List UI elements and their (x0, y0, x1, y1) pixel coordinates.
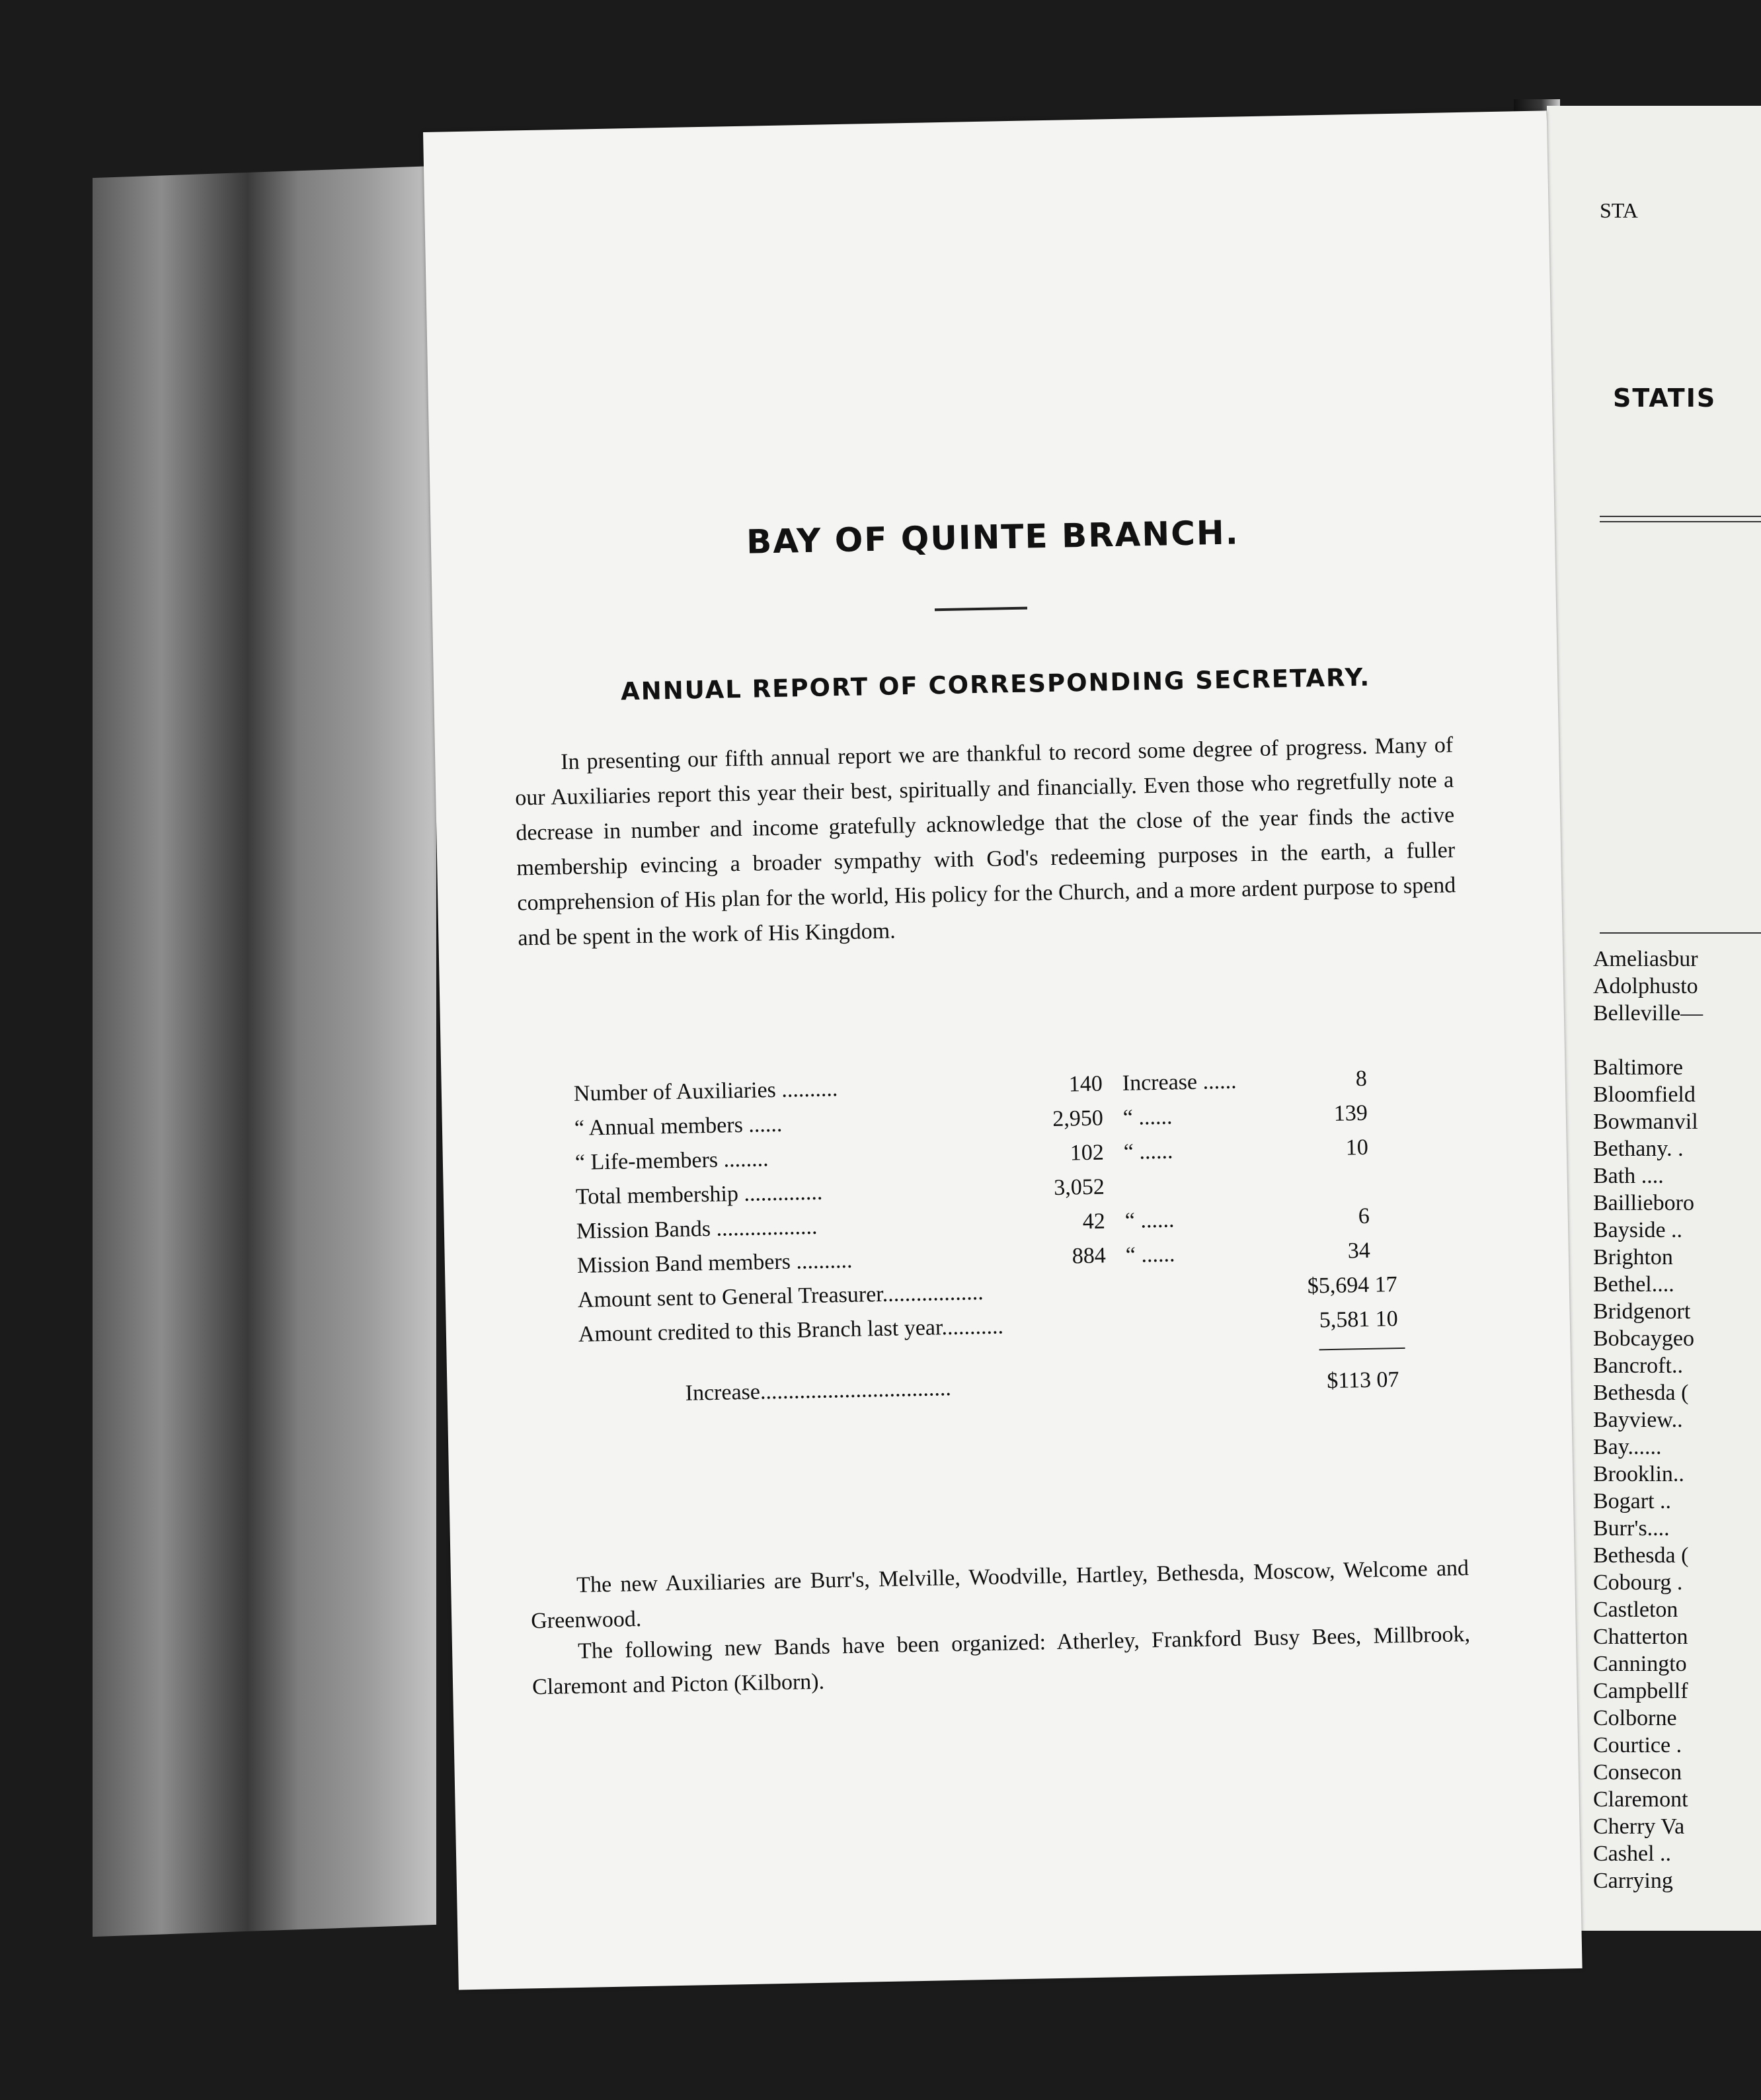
stat-increase-value: 139 (1333, 1100, 1368, 1126)
list-item: Bancroft.. (1593, 1353, 1683, 1378)
list-item: Adolphusto (1593, 974, 1698, 998)
list-item: Colborne (1593, 1706, 1677, 1730)
list-item: Bobcaygeo (1593, 1326, 1694, 1351)
right-page (1547, 106, 1761, 1931)
stat-increase-label: “ ...... (1124, 1207, 1175, 1233)
stat-value: 3,052 (1053, 1174, 1105, 1200)
stat-label: Number of Auxiliaries .......... (573, 1076, 838, 1106)
new-bands-paragraph: The following new Bands have been organized: Atherley, Frankford Busy Bees, Millbrook, Claremont and Picton (Kilborn). (531, 1622, 1471, 1700)
stat-value: 140 (1068, 1071, 1103, 1097)
membership-stats (573, 1066, 1399, 1418)
list-item: Castleton (1593, 1597, 1678, 1622)
list-item: Bloomfield (1593, 1082, 1696, 1107)
list-item: Bridgenort (1593, 1299, 1691, 1324)
list-item: Cobourg . (1593, 1570, 1683, 1595)
amount-label: Amount sent to General Treasurer.................. (577, 1280, 984, 1312)
list-item: Bayside .. (1593, 1218, 1683, 1242)
right-page-heading: STATIS (1613, 384, 1717, 413)
list-item: Bay...... (1593, 1435, 1662, 1459)
stat-value: 884 (1072, 1243, 1107, 1269)
list-item: Campbellf (1593, 1679, 1688, 1703)
stat-increase-label: “ ...... (1125, 1242, 1175, 1268)
stat-increase-label: Increase ...... (1122, 1069, 1237, 1096)
stat-increase-value: 6 (1358, 1203, 1370, 1229)
report-subtitle: ANNUAL REPORT OF CORRESPONDING SECRETARY. (620, 663, 1371, 706)
list-item: Baltimore (1593, 1055, 1683, 1080)
stat-value: 2,950 (1052, 1106, 1104, 1131)
title-rule (935, 607, 1027, 612)
stat-increase-value: 10 (1345, 1135, 1369, 1160)
sum-rule (1319, 1348, 1405, 1350)
stat-value: 102 (1070, 1140, 1105, 1166)
list-item: Baillieboro (1593, 1191, 1694, 1215)
stat-increase-label: “ ...... (1123, 1139, 1173, 1164)
list-item: Brooklin.. (1593, 1462, 1684, 1486)
stat-value: 42 (1082, 1209, 1106, 1234)
stat-increase-value: 8 (1355, 1066, 1368, 1092)
intro-paragraph: In presenting our fifth annual report we are thankful to record some degree of progress. Many of our Auxiliaries report this year their best, spiritually and financially. Even those who regretfully note a decrease in number and income gratefully acknowledge that the close of the year finds the active membership evincing a broader sympathy with God's redeeming purposes in the earth, a fuller comprehension of His plan for the world, His policy for the Church, and a more ardent purpose to spend and be spent in the work of His Kingdom. (515, 733, 1456, 951)
stat-label: Total membership .............. (575, 1180, 823, 1209)
stat-label: “ Annual members ...... (574, 1111, 783, 1141)
list-item: Bethesda ( (1593, 1381, 1689, 1405)
list-item: Claremont (1593, 1787, 1688, 1812)
list-item: Courtice . (1593, 1733, 1682, 1757)
list-item: Bayview.. (1593, 1408, 1683, 1432)
list-item: Consecon (1593, 1760, 1682, 1785)
stat-increase-label: “ ...... (1122, 1104, 1173, 1130)
stat-increase-value: 34 (1347, 1238, 1371, 1264)
list-item: Cashel .. (1593, 1841, 1672, 1866)
list-item: Canningto (1593, 1652, 1687, 1676)
list-item: Burr's.... (1593, 1516, 1670, 1541)
list-item: Cherry Va (1593, 1814, 1685, 1839)
right-page-list (1593, 946, 1703, 1894)
list-item: Belleville— (1593, 1001, 1703, 1026)
right-page-rule-3 (1600, 932, 1761, 934)
stat-label: Mission Bands .................. (576, 1214, 818, 1244)
amount-label: Amount credited to this Branch last year........... (578, 1314, 1004, 1347)
list-item: Bethesda ( (1593, 1543, 1689, 1568)
increase-label: Increase.................................. (685, 1376, 952, 1406)
list-item: Bowmanvil (1593, 1110, 1698, 1134)
right-page-rule (1600, 516, 1761, 517)
book-page-edges (93, 166, 436, 1937)
list-item: Bath .... (1593, 1164, 1664, 1188)
branch-title: BAY OF QUINTE BRANCH. (746, 513, 1240, 561)
list-item: Bogart .. (1593, 1489, 1672, 1514)
list-item: Bethany. . (1593, 1137, 1684, 1161)
list-item: Bethel.... (1593, 1272, 1674, 1297)
right-page-header: STA (1600, 198, 1638, 222)
new-auxiliaries-paragraph: The new Auxiliaries are Burr's, Melville, Woodville, Hartley, Bethesda, Moscow, Welcome and Greenwood. (530, 1556, 1469, 1634)
stat-label: “ Life-members ........ (574, 1147, 769, 1175)
left-page (423, 110, 1583, 1990)
list-item (1593, 1027, 1703, 1054)
list-item: Chatterton (1593, 1625, 1688, 1649)
list-item: Ameliasbur (1593, 947, 1698, 971)
list-item: Brighton (1593, 1245, 1673, 1270)
amount-value: 5,581 10 (1319, 1307, 1399, 1333)
increase-value: $113 07 (1326, 1367, 1399, 1394)
increase-row (579, 1367, 1399, 1418)
list-item: Carrying (1593, 1869, 1673, 1893)
amount-value: $5,694 17 (1307, 1272, 1398, 1299)
right-page-rule-2 (1600, 521, 1761, 522)
stat-label: Mission Band members .......... (576, 1248, 853, 1278)
